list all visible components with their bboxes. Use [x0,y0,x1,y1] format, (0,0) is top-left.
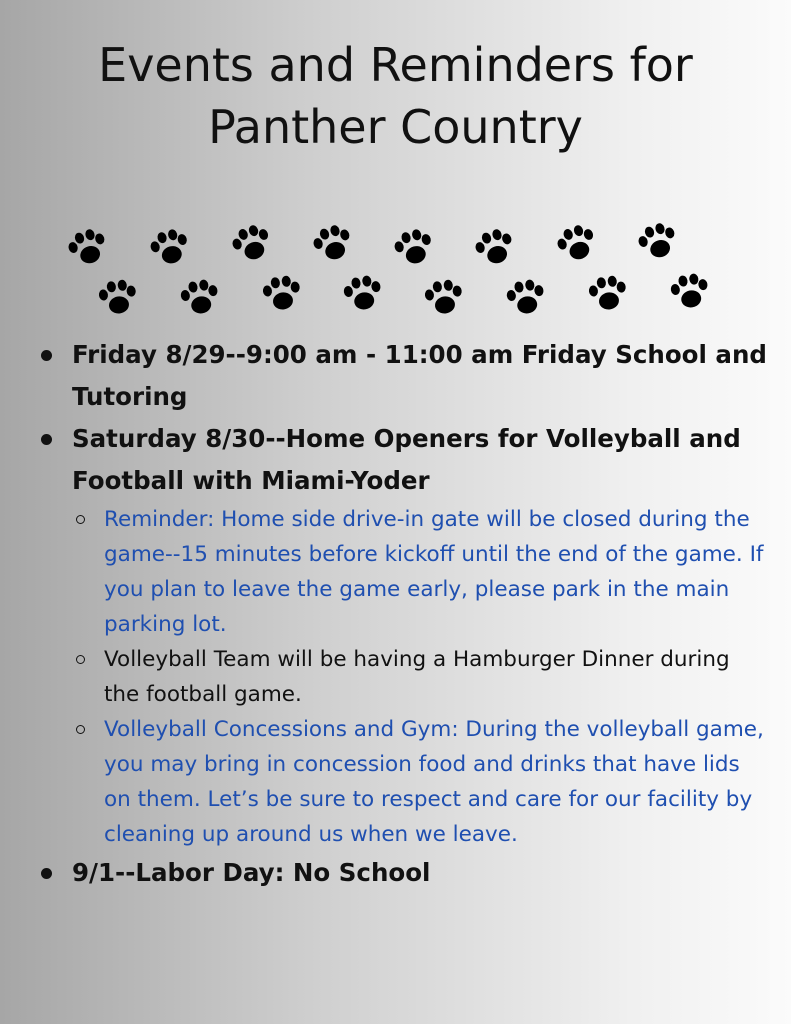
title-line-2: Panther Country [208,100,583,154]
paw-print-icon [95,275,140,320]
event-item-labor-day [0,852,791,894]
hollow-bullet-icon [76,655,85,664]
sub-item-concessions [0,712,791,852]
event-item-saturday [0,418,791,502]
paw-print-icon [421,275,466,320]
sub-item-text: Volleyball Concessions and Gym: During the volleyball game, you may bring in concession food and drinks that have lids on them. Let’s be sure to respect and care for our facility by cleaning up around us when we leave. [104,717,764,847]
bullet-icon [41,434,52,445]
sub-item-text: Volleyball Team will be having a Hamburger Dinner during the football game. [104,647,730,707]
paw-print-icon [259,271,304,316]
paw-print-row [0,0,791,330]
paw-print-icon [146,224,195,273]
paw-print-icon [633,217,683,267]
bullet-icon [41,868,52,879]
sub-item-gate-reminder [0,502,791,642]
event-text: Friday 8/29--9:00 am - 11:00 am Friday School and Tutoring [72,340,767,411]
hollow-bullet-icon [76,725,85,734]
paw-print-icon [63,223,113,273]
paw-print-icon [308,219,358,269]
paw-print-icon [390,224,439,273]
paw-print-icon [667,269,713,315]
paw-print-icon [551,218,602,269]
paw-print-icon [340,271,386,317]
paw-print-icon [470,223,520,273]
hollow-bullet-icon [76,515,85,524]
event-text: 9/1--Labor Day: No School [72,858,431,887]
event-item-friday [0,334,791,418]
title-line-1: Events and Reminders for [98,38,693,92]
event-text: Saturday 8/30--Home Openers for Volleyball and Football with Miami-Yoder [72,424,741,495]
events-list [0,334,791,894]
bullet-icon [41,350,52,361]
paw-print-icon [503,275,549,321]
sub-item-hamburger-dinner [0,642,791,712]
paw-print-icon [177,275,223,321]
saturday-sub-list [0,502,791,852]
sub-item-text: Reminder: Home side drive-in gate will be closed during the game--15 minutes before kickoff until the end of the game. If you plan to leave the game early, please park in the main parking lot. [104,507,764,637]
paw-print-icon [226,218,277,269]
paw-print-icon [585,271,630,316]
